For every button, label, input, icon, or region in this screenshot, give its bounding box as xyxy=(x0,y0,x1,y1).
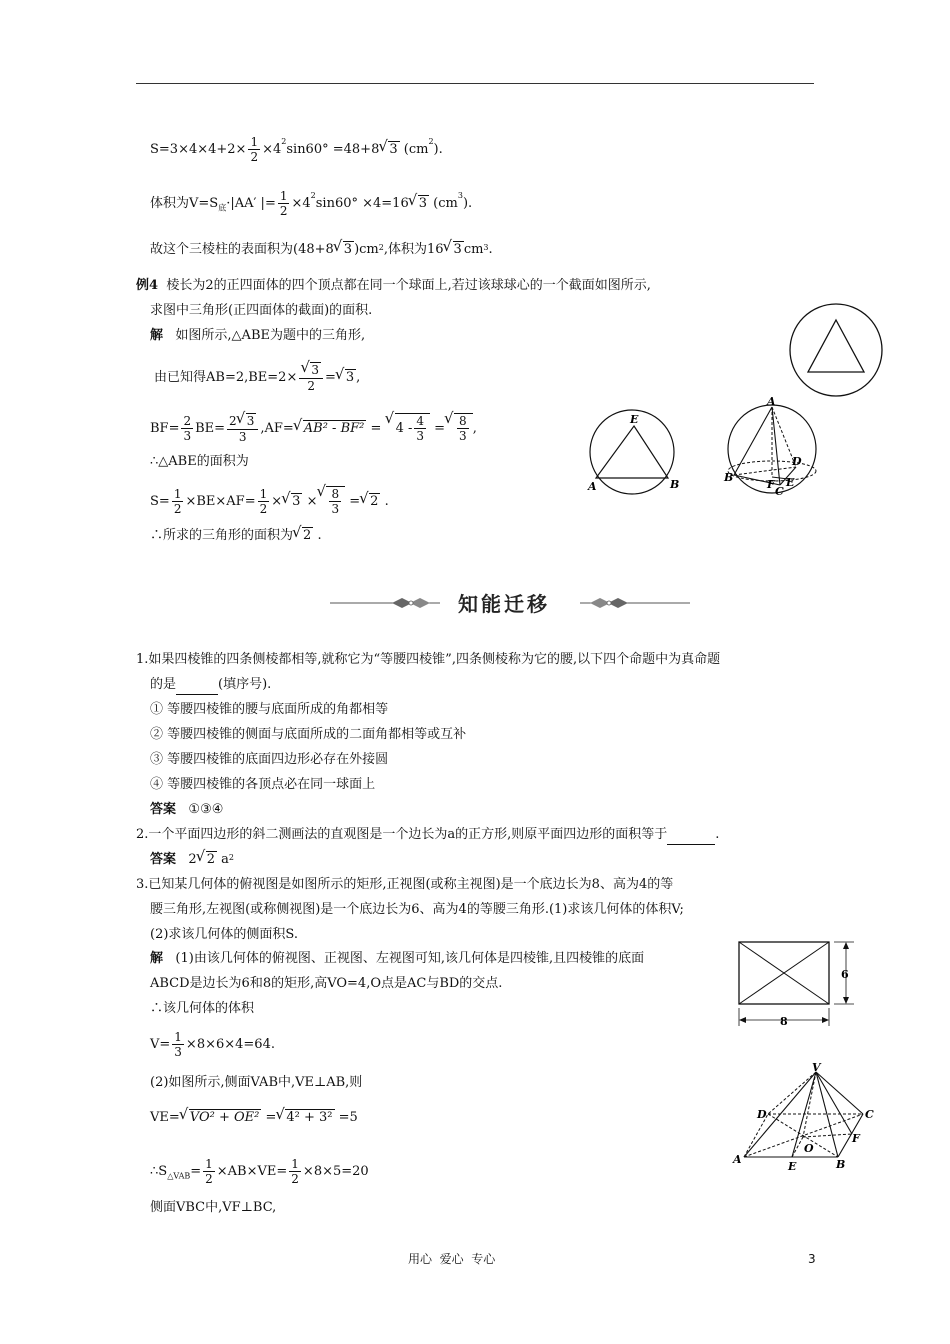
label-b: B xyxy=(670,478,680,491)
label-f: F xyxy=(767,478,775,491)
q3-line2: 腰三角形,左视图(或称侧视图)是一个底边长为6、高为4的等腰三角形.(1)求该几何体的体积V; xyxy=(150,902,684,917)
triangle-abe-figure xyxy=(582,408,692,498)
example4-solution-line4: ∴△ABE的面积为 xyxy=(150,454,249,469)
surface-area-line: S=3×4×4+2× $\frac{1}{2}$ $\times 4^2\sin 60^\circ =48+8√$ 3 $(cm^2)$. xyxy=(150,135,443,164)
header-rule xyxy=(136,83,814,84)
section-circle-figure xyxy=(786,300,886,400)
sphere-tetrahedron-figure xyxy=(722,395,822,500)
q2-answer: 答案 2√ 2 $a^2$ xyxy=(150,851,234,869)
example4-solution-line2: 由已知得AB=2,BE=2× √ $\frac{3}{2}$ =√ 3 , xyxy=(154,362,360,393)
q3-sol6: VE=√ VO² + OE² =√ 4² + 3² =5 xyxy=(150,1109,358,1127)
top-view-rectangle-figure xyxy=(732,938,858,1028)
q3-sol5: (2)如图所示,侧面VAB中,VE⊥AB,则 xyxy=(150,1075,363,1090)
label-d: D xyxy=(792,455,802,468)
q1-option3: ③ 等腰四棱锥的底面四边形必存在外接圆 xyxy=(150,752,389,767)
example4-solution-line1: 解 如图所示,△ABE为题中的三角形, xyxy=(150,328,366,343)
heading-ornament-right xyxy=(580,595,690,611)
example4-solution-line6: ∴所求的三角形的面积为√ 2 . xyxy=(150,527,322,545)
pyr-label-b: B xyxy=(836,1158,846,1171)
q1-line2: 的是 (填序号). xyxy=(150,676,271,695)
q1-answer-blank xyxy=(176,676,218,695)
section-heading xyxy=(330,587,690,619)
footer-motto: 用心 爱心 专心 xyxy=(408,1252,496,1266)
heading-ornament-left xyxy=(330,595,440,611)
q1-line1: 1.如果四棱锥的四条侧棱都相等,就称它为“等腰四棱锥”,四条侧棱称为它的腰,以下四个命题中为真命题 xyxy=(136,652,721,667)
example4-question-line2: 求图中三角形(正四面体的截面)的面积. xyxy=(150,303,373,318)
volume-line: 体积为$V=S_底\cdot|AA'$ |= $\frac{1}{2}$ $\times 4^2\sin 60^\circ \times 4=16√$ 3 $(cm^3)$. xyxy=(150,189,472,218)
label-b2: B xyxy=(724,471,734,484)
label-a2: A xyxy=(767,395,776,408)
section-title: 知能迁移 xyxy=(458,592,550,616)
pyr-label-d: D xyxy=(757,1108,767,1121)
q3-sol1: 解 (1)由该几何体的俯视图、正视图、左视图可知,该几何体是四棱锥,且四棱锥的底面 xyxy=(150,951,645,966)
conclusion-line: 故这个三棱柱的表面积为(48+8√ 3 )$cm^2$,体积为16√ 3 $cm^3$. xyxy=(150,241,493,259)
label-a: A xyxy=(588,480,597,493)
q3-sol3: ∴该几何体的体积 xyxy=(150,1001,255,1016)
example4-question-line1: 例4 棱长为2的正四面体的四个顶点都在同一个球面上,若过该球球心的一个截面如图所示, xyxy=(136,278,651,293)
pyr-label-e: E xyxy=(788,1160,797,1173)
pyr-label-o: O xyxy=(804,1142,814,1155)
page-number: 3 xyxy=(808,1252,816,1266)
q3-line1: 3.已知某几何体的俯视图是如图所示的矩形,正视图(或称主视图)是一个底边长为8、高为4的等 xyxy=(136,877,674,892)
label-e2: E xyxy=(786,476,795,489)
rect-width-label: 8 xyxy=(780,1015,788,1028)
q1-option2: ② 等腰四棱锥的侧面与底面所成的二面角都相等或互补 xyxy=(150,727,467,742)
q1-option4: ④ 等腰四棱锥的各顶点必在同一球面上 xyxy=(150,777,376,792)
pyr-label-c: C xyxy=(865,1108,874,1121)
pyr-label-f: F xyxy=(852,1132,860,1145)
q1-option1: ① 等腰四棱锥的腰与底面所成的角都相等 xyxy=(150,702,389,717)
example4-label: 例4 xyxy=(136,278,159,293)
q3-sol2: ABCD是边长为6和8的矩形,高VO=4,O点是AC与BD的交点. xyxy=(150,976,503,991)
pyramid-figure xyxy=(730,1062,880,1174)
q2-answer-blank xyxy=(667,826,715,845)
q2-line1: 2.一个平面四边形的斜二测画法的直观图是一个边长为a的正方形,则原平面四边形的面积等于 . xyxy=(136,826,719,845)
rect-height-label: 6 xyxy=(841,968,849,981)
label-c: C xyxy=(775,485,784,498)
example4-solution-line3: BF= $\frac{2}{3}$ BE= $\frac{2√ 3}{3}$ ,AF=√ AB² - BF² = √ 4 - $\frac{4}{3}$ = √ $\frac{8}{3}$ , xyxy=(150,413,477,444)
label-e: E xyxy=(630,413,639,426)
pyr-label-a: A xyxy=(733,1153,742,1166)
q1-answer: 答案 ①③④ xyxy=(150,802,224,817)
pyr-label-v: V xyxy=(812,1062,821,1074)
q3-line3: (2)求该几何体的侧面积S. xyxy=(150,927,298,942)
q3-sol8: 侧面VBC中,VF⊥BC, xyxy=(150,1200,277,1215)
q3-sol4: V= $\frac{1}{3}$ ×8×6×4=64. xyxy=(150,1030,275,1059)
q3-sol7: $\therefore S_{\triangle VAB}=$ $\frac{1}{2}$ ×AB×VE= $\frac{1}{2}$ ×8×5=20 xyxy=(150,1157,369,1186)
example4-solution-line5: S= $\frac{1}{2}$ ×BE×AF= $\frac{1}{2}$ ×√ 3 × √ $\frac{8}{3}$ =√ 2 . xyxy=(150,486,389,516)
